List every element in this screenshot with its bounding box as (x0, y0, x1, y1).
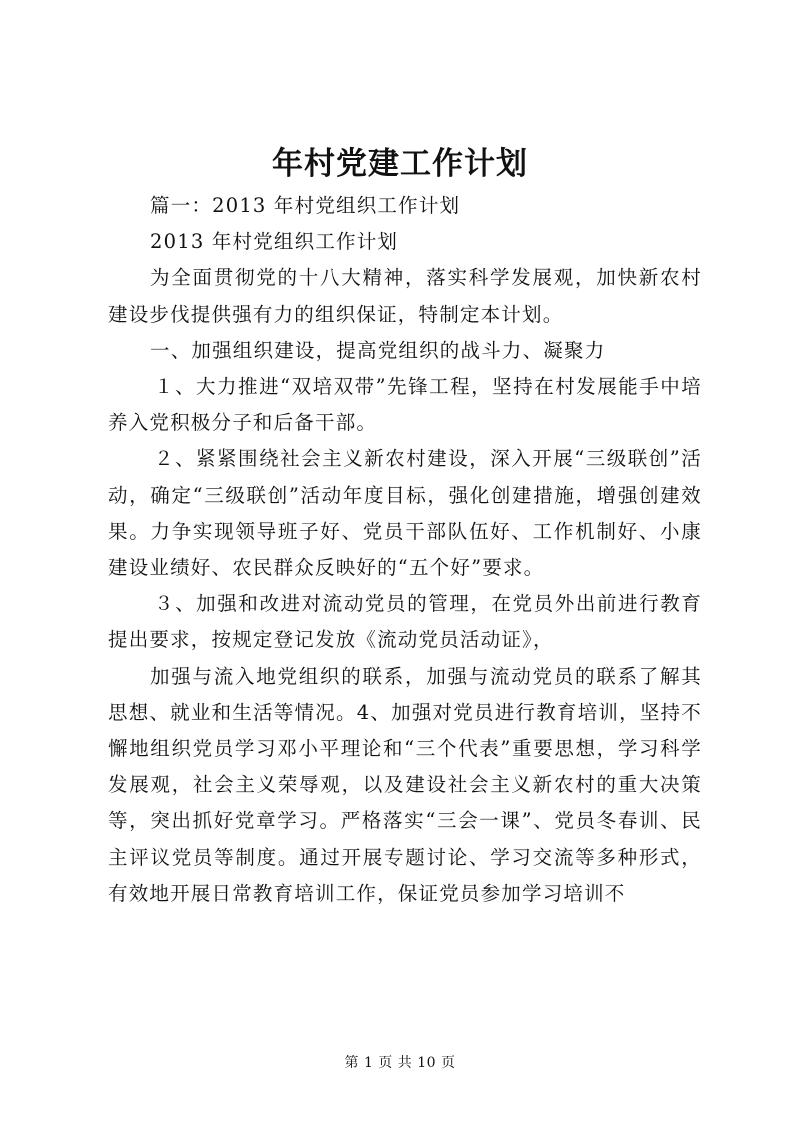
document-body (108, 188, 702, 912)
page-footer: 第 1 页 共 10 页 (344, 1055, 456, 1071)
document-title: 年村党建工作计划 (272, 146, 528, 182)
item-paragraph-4: 加强与流入地党组织的联系，加强与流动党员的联系了解其思想、就业和生活等情况。4、加强对党员进行教育培训，坚持不懈地组织党员学习邓小平理论和“三个代表”重要思想，学习科学发展观，社会主义荣辱观，以及建设社会主义新农村的重大决策等，突出抓好党章学习。严格落实“三会一课”、党员冬春训、民主评议党员等制度。通过开展专题讨论、学习交流等多种形式，有效地开展日常教育培训工作，保证党员参加学习培训不 (108, 664, 702, 905)
plan-subtitle: 2013 年村党组织工作计划 (150, 230, 399, 254)
section-heading: 篇一：2013 年村党组织工作计划 (150, 194, 461, 217)
item-heading-1: 一、加强组织建设，提高党组织的战斗力、凝聚力 (150, 338, 606, 362)
item-paragraph-2: ２、紧紧围绕社会主义新农村建设，深入开展“三级联创”活动，确定“三级联创”活动年度目标，强化创建措施，增强创建效果。力争实现领导班子好、党员干部队伍好、工作机制好、小康建设业绩好、农民群众反映好的“五个好”要求。 (108, 447, 702, 580)
item-paragraph-1: １、大力推进“双培双带”先锋工程，坚持在村发展能手中培养入党积极分子和后备干部。 (108, 375, 702, 435)
intro-paragraph: 为全面贯彻党的十八大精神，落实科学发展观，加快新农村建设步伐提供强有力的组织保证，特制定本计划。 (108, 266, 702, 326)
item-paragraph-3: ３、加强和改进对流动党员的管理，在党员外出前进行教育提出要求，按规定登记发放《流动党员活动证》， (108, 592, 702, 652)
